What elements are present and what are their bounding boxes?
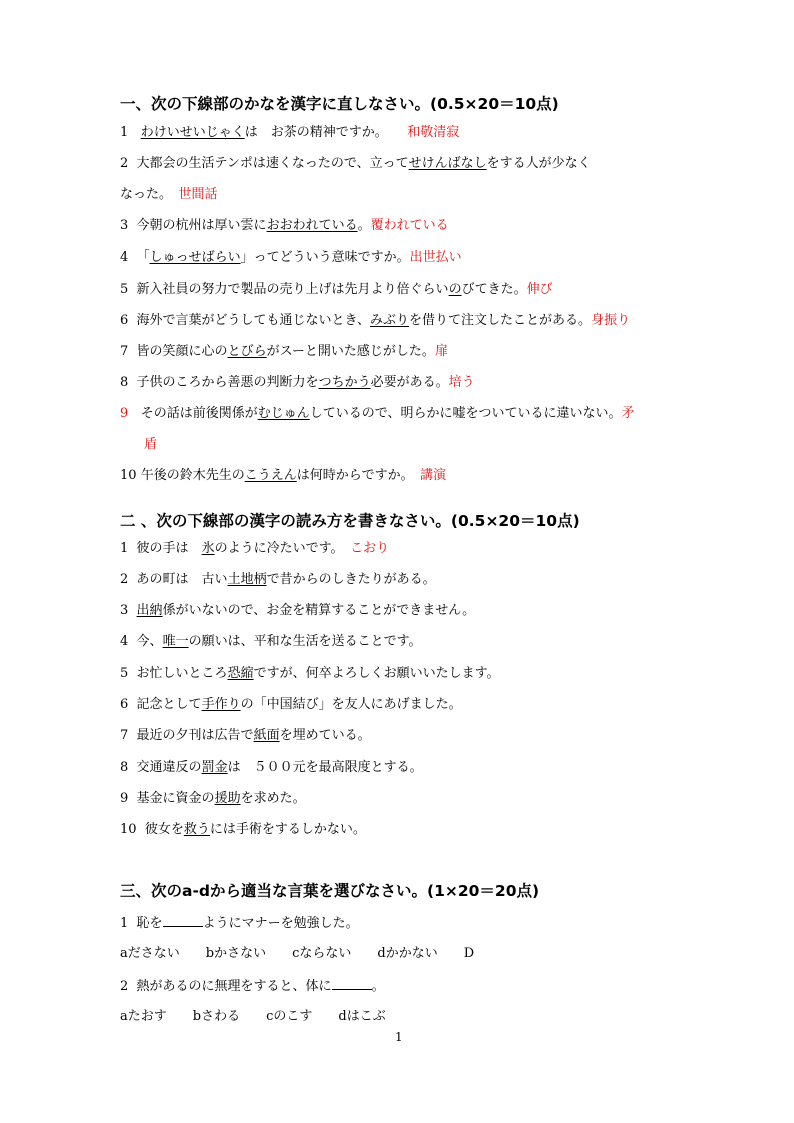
item-number: 1	[120, 541, 129, 556]
option-d: dかかない	[377, 946, 438, 961]
section-3-title: 三、次のa-dから適当な言葉を選びなさい。(1×20＝20点)	[120, 882, 540, 900]
s2-item-2	[120, 572, 436, 588]
item-text: の願いは、平和な生活を送ることです。	[188, 634, 422, 649]
item-text: 午後の鈴木先生の	[140, 468, 245, 483]
option-c: cのこす	[266, 1009, 313, 1024]
item-text: 今、	[136, 634, 163, 649]
underlined-kana: こうえん	[244, 468, 297, 483]
answer: 講演	[420, 468, 447, 483]
item-number: 9	[120, 406, 129, 421]
s2-item-1	[120, 541, 389, 557]
item-number: 7	[120, 728, 129, 743]
item-text: 熱があるのに無理をすると、体に	[136, 979, 332, 994]
s1-item-10	[120, 468, 446, 484]
answer-blank	[163, 914, 203, 927]
item-text: 大都会の生活テンポは速くなったので、立って	[136, 156, 409, 171]
s2-item-7	[120, 728, 371, 744]
item-text: 海外で言葉がどうしても通じないとき、	[136, 313, 371, 328]
item-number: 4	[120, 250, 129, 265]
item-number: 4	[120, 634, 129, 649]
answer: 盾	[144, 437, 158, 452]
item-text: お忙しいところ	[136, 666, 228, 681]
option-d: dはこぶ	[338, 1009, 386, 1024]
item-text: 彼の手は	[136, 541, 202, 556]
s1-item-4	[120, 250, 462, 266]
answer: 和敬清寂	[407, 125, 460, 140]
answer: 矛	[621, 406, 635, 421]
item-text: を埋めている。	[279, 728, 371, 743]
underlined-kanji: 唯一	[162, 634, 189, 649]
answer: 伸び	[526, 282, 553, 297]
item-text: しているので、明らかに嘘をついているに違いない。	[309, 406, 622, 421]
underlined-kana: つちかう	[318, 375, 371, 390]
item-text: ようにマナーを勉強した。	[202, 916, 359, 931]
item-text: 最近の夕刊は広告で	[136, 728, 254, 743]
item-text: 交通違反の	[136, 760, 202, 775]
s2-item-5	[120, 666, 500, 682]
item-text: のように冷たいです。	[214, 541, 338, 556]
item-number: 1	[120, 125, 129, 140]
s3-options-2	[120, 1009, 386, 1025]
underlined-kana: わけいせいじゃく	[140, 125, 245, 140]
underlined-kanji: 救う	[183, 822, 210, 837]
item-text: 今朝の杭州は厚い雲に	[136, 218, 267, 233]
s1-item-1	[120, 125, 459, 141]
item-text: 皆の笑顔に心の	[136, 344, 228, 359]
item-text: 係がいないので、お金を精算することができません。	[162, 603, 476, 618]
s2-item-9	[120, 791, 306, 807]
item-number: 10	[120, 468, 137, 483]
option-a: aださない	[120, 946, 180, 961]
item-text: で昔からのしきたりがある。	[266, 572, 436, 587]
option-b: bかさない	[205, 946, 267, 961]
item-text: 恥を	[136, 916, 163, 931]
item-text: を借りて注文したことがある。	[409, 313, 592, 328]
item-number: 5	[120, 282, 129, 297]
answer: 身振り	[591, 313, 631, 328]
section-2-title: 二 、次の下線部の漢字の読み方を書きなさい。(0.5×20＝10点)	[120, 512, 580, 530]
item-number: 2	[120, 156, 129, 171]
item-text: 彼女を	[144, 822, 184, 837]
underlined-kanji: 土地柄	[227, 572, 267, 587]
item-text: 。	[371, 979, 385, 994]
answer: 世間話	[178, 187, 218, 202]
item-number: 10	[120, 822, 137, 837]
item-text: 記念として	[136, 697, 202, 712]
item-text: 」ってどういう意味ですか。	[240, 250, 410, 265]
answer: 覆われている	[370, 218, 449, 233]
underlined-kana: とびら	[227, 344, 267, 359]
item-text: がスーと開いた感じがした。	[266, 344, 435, 359]
item-text: の「中国結び」を友人にあげました。	[240, 697, 462, 712]
underlined-kana: の	[448, 282, 462, 297]
item-text: をする人が少なく	[486, 156, 591, 171]
item-text: 。	[357, 218, 371, 233]
item-number: 2	[120, 572, 129, 587]
item-number: 1	[120, 916, 129, 931]
section-1-title: 一、次の下線部のかなを漢字に直しなさい。(0.5×20＝10点)	[120, 95, 559, 113]
underlined-kanji: 紙面	[253, 728, 280, 743]
underlined-kana: みぶり	[370, 313, 410, 328]
item-number: 7	[120, 344, 129, 359]
item-text: あの町は 古い	[136, 572, 228, 587]
item-number: 6	[120, 313, 129, 328]
s2-item-8	[120, 760, 423, 776]
item-text: は お茶の精神ですか。	[244, 125, 382, 140]
s2-item-10	[120, 822, 366, 838]
underlined-kanji: 援助	[214, 791, 241, 806]
s1-item-2	[120, 156, 591, 172]
item-text: は ５００元を最高限度とする。	[227, 760, 423, 775]
underlined-kanji: 恐縮	[227, 666, 254, 681]
page-number: 1	[395, 1030, 403, 1044]
item-text: なった。	[120, 187, 166, 202]
answer: 培う	[448, 375, 475, 390]
item-number: 8	[120, 375, 129, 390]
s1-item-9	[120, 406, 634, 422]
s2-item-6	[120, 697, 462, 713]
item-text: その話は前後関係が	[140, 406, 258, 421]
answer: こおり	[350, 541, 390, 556]
s3-question-2	[120, 977, 385, 995]
item-text: 子供のころから善悪の判断力を	[136, 375, 319, 390]
s3-options-1	[120, 946, 474, 962]
item-number: 8	[120, 760, 129, 775]
item-text: を求めた。	[240, 791, 306, 806]
underlined-kanji: 出納	[136, 603, 163, 618]
item-text: 「	[136, 250, 150, 265]
item-text: びてきた。	[461, 282, 527, 297]
underlined-kana: むじゅん	[257, 406, 310, 421]
s1-item-6	[120, 313, 630, 329]
s1-item-2-cont	[120, 187, 218, 203]
s1-item-7	[120, 344, 448, 360]
item-number: 2	[120, 979, 129, 994]
answer: 出世払い	[409, 250, 462, 265]
item-text: 基金に資金の	[136, 791, 215, 806]
underlined-kana: せけんばなし	[408, 156, 487, 171]
answer: 扉	[434, 344, 448, 359]
answer-blank	[332, 977, 372, 990]
s2-item-4	[120, 634, 422, 650]
s2-item-3	[120, 603, 475, 619]
item-number: 3	[120, 603, 129, 618]
underlined-kanji: 罰金	[201, 760, 228, 775]
option-a: aたおす	[120, 1009, 167, 1024]
s1-item-8	[120, 375, 475, 391]
underlined-kanji: 手作り	[201, 697, 241, 712]
item-number: 9	[120, 791, 129, 806]
s1-item-9-cont	[144, 437, 157, 453]
s1-item-3	[120, 218, 449, 234]
answer: D	[463, 946, 475, 961]
underlined-kana: しゅっせばらい	[149, 250, 241, 265]
item-number: 5	[120, 666, 129, 681]
item-text: 必要がある。	[370, 375, 449, 390]
item-text: 新入社員の努力で製品の売り上げは先月より倍ぐらい	[136, 282, 449, 297]
s3-question-1	[120, 914, 359, 932]
option-c: cならない	[292, 946, 352, 961]
option-b: bさわる	[192, 1009, 241, 1024]
item-text: ですが、何卒よろしくお願いいたします。	[253, 666, 500, 681]
underlined-kana: おおわれている	[266, 218, 358, 233]
item-text: には手術をするしかない。	[209, 822, 366, 837]
underlined-kanji: 氷	[201, 541, 215, 556]
s1-item-5	[120, 282, 553, 298]
item-number: 6	[120, 697, 129, 712]
item-text: は何時からですか。	[296, 468, 408, 483]
item-number: 3	[120, 218, 129, 233]
